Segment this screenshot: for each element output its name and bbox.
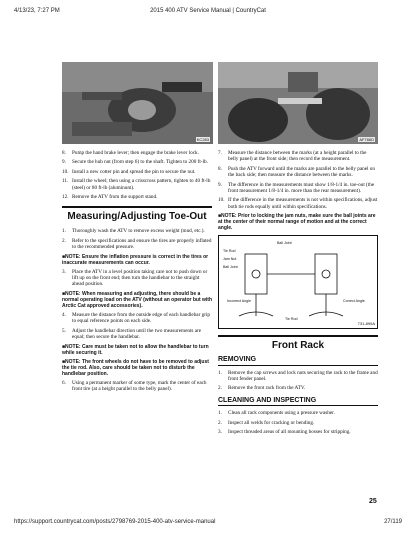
subsection-cleaning: CLEANING AND INSPECTING <box>218 398 378 406</box>
print-title: 2015 400 ATV Service Manual | CountryCat <box>150 8 266 14</box>
note: ■NOTE: The front wheels do not have to be removed to adjust the tie rod. Also, care should be taken not to disturb the handlebar position. <box>62 358 209 377</box>
photo-code: AF786D <box>359 137 374 142</box>
diagram-code: 731-899A <box>357 320 375 326</box>
tie-rod-drawing <box>219 236 377 326</box>
list-item: 4. Measure the distance from the outside edge of each handlebar grip to equal reference points on each side. <box>62 311 210 325</box>
print-url[interactable]: https://support.countrycat.com/posts/2798769-2015-400-atv-service-manual <box>14 519 216 525</box>
step-list <box>62 150 212 200</box>
list-item: 10. If the difference in the measurements is not within specifications, adjust both tie rods equally until within specifications. <box>218 197 378 210</box>
photo-code: KC283 <box>196 137 209 142</box>
measure-photo-graphic <box>218 62 378 144</box>
subsection-removing: REMOVING <box>218 357 378 365</box>
hub-photo-graphic <box>62 62 213 144</box>
page-number: 25 <box>369 498 377 505</box>
list-item: 8. Pump the hand brake lever; then engage the brake lever lock. <box>62 150 199 156</box>
note: ■NOTE: Prior to locking the jam nuts, make sure the ball joints are at the center of their normal range of motion and at the correct angle. <box>218 213 376 232</box>
list-item: 2. Refer to the specifications and ensure the tires are properly inflated to the recommended pressure. <box>62 237 212 251</box>
print-page: 27/119 <box>384 519 402 525</box>
left-column <box>62 150 212 395</box>
list-item: 12. Remove the ATV from the support stand. <box>62 194 158 201</box>
section-title-toe-out: Measuring/Adjusting Toe-Out <box>62 206 212 222</box>
diagram-label: Jam Nut <box>223 257 237 262</box>
list-item: 6. Using a permanent marker of some type, mark the center of each front tire (at a height parallel to the belly panel). <box>62 379 207 392</box>
section-title-front-rack: Front Rack <box>218 335 378 351</box>
diagram-label: Ball Joint <box>223 265 238 270</box>
print-datetime: 4/13/23, 7:27 PM <box>14 8 60 14</box>
diagram-label: Incorrect Angle <box>227 299 251 304</box>
print-footer <box>14 519 402 525</box>
list-item: 5. Adjust the handlebar direction until the two measurements are equal; then secure the handlebar. <box>62 327 202 341</box>
diagram-label: Ball Joint <box>277 241 292 246</box>
diagram-label: Tie Rod <box>285 317 298 322</box>
photo-toe-measure <box>218 62 378 144</box>
list-item: 10. Install a new cotter pin and spread the pin to secure the nut. <box>62 168 196 175</box>
note: ■NOTE: Care must be taken not to allow the handlebar to turn while securing it. <box>62 343 209 356</box>
print-header <box>14 8 402 14</box>
list-item: 1. Thoroughly wash the ATV to remove excess weight (mud, etc.). <box>62 228 205 235</box>
list-item: 11. Install the wheel; then using a crisscross pattern, tighten to 40 ft-lb (steel) or 80 ft-lb (aluminum). <box>62 178 211 191</box>
list-item: 9. The difference in the measurements must show 1/8-1/4 in. toe-out (the front measurement 1/8-1/4 in. more than the rear measurement). <box>218 181 375 195</box>
diagram-label: Correct Angle <box>343 299 365 304</box>
list-item: 3. Inspect threaded areas of all mounting bosses for stripping. <box>218 429 351 436</box>
list-item: 9. Secure the hub nut (from step 6) to the shaft. Tighten to 200 ft-lb. <box>62 159 208 166</box>
list-item: 2. Inspect all welds for cracking or bending. <box>218 419 315 426</box>
note: ■NOTE: Ensure the inflation pressure is correct in the tires or inaccurate measurements can occur. <box>62 253 209 266</box>
list-item: 1. Clean all rack components using a pressure washer. <box>218 410 335 417</box>
list-item: 7. Measure the distance between the marks (at a height parallel to the belly panel) at the front side; then record the measurement. <box>218 150 367 163</box>
list-item: 2. Remove the front rack from the ATV. <box>218 385 306 392</box>
tie-rod-diagram <box>218 235 378 329</box>
right-column <box>218 150 378 439</box>
list-item: 8. Push the ATV forward until the marks are parallel to the belly panel on the back side; then measure the distance between the marks. <box>218 165 375 179</box>
note: ■NOTE: When measuring and adjusting, there should be a normal operating load on the ATV (without an operator but with Arctic Cat approved accessories). <box>62 290 212 309</box>
list-item: 3. Place the ATV in a level position taking care not to push down or lift up on the front end; then turn the handlebar to the straight ahead position. <box>62 268 208 288</box>
photo-hub-assembly <box>62 62 213 144</box>
diagram-label: Tie Rod <box>223 249 236 254</box>
list-item: 1. Remove the cap screws and lock nuts securing the rack to the frame and front fender panel. <box>218 369 378 383</box>
